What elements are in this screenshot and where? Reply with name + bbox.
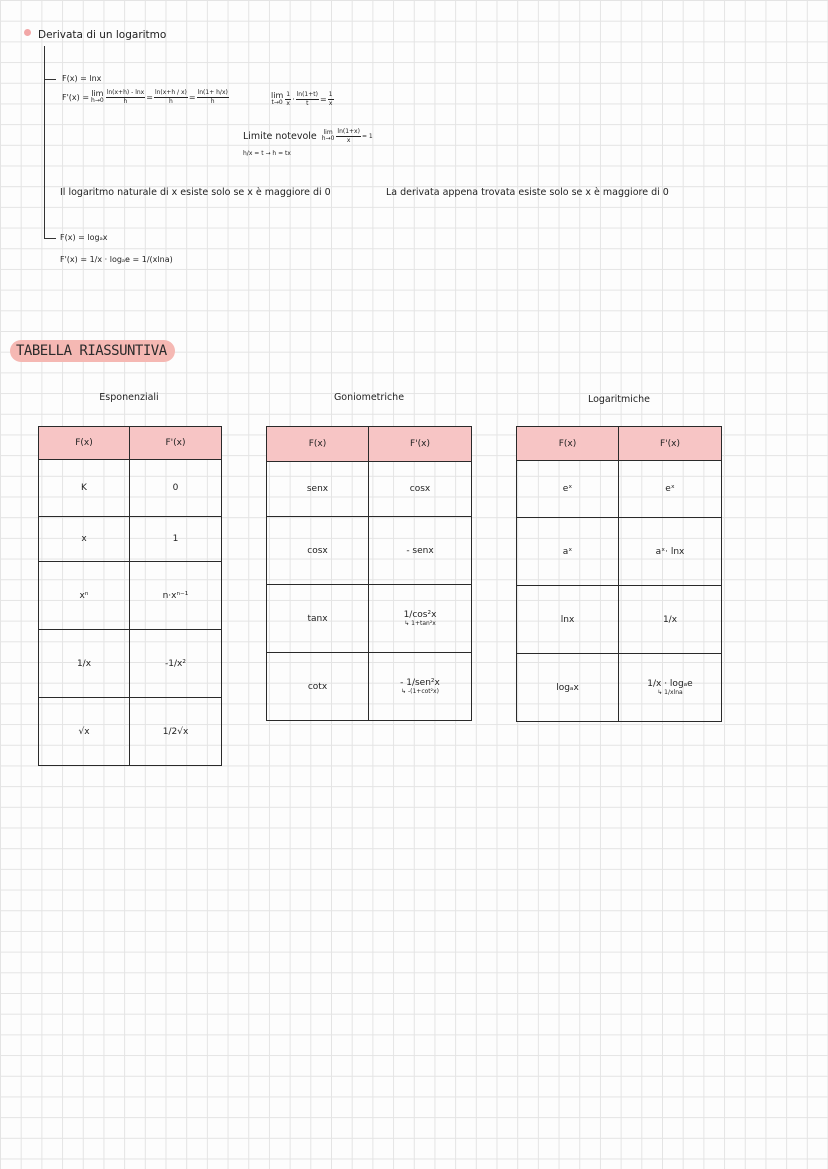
fprime-label: F'(x) = xyxy=(62,92,90,102)
fraction-1: $\frac{\ln(x+h) - \ln x}{h}$ xyxy=(106,88,145,105)
table-row xyxy=(517,461,722,518)
cell-fx: lnx xyxy=(517,586,619,654)
cell-fprime xyxy=(369,653,472,721)
derivation-line2: F'(x) = lim h→0 $\frac{\ln(x+h) - \ln x}{h}$ = $\frac{\ln(x+h / x)}{h}$ = $\frac{\ln(1+ h/x)}{h}$ xyxy=(62,88,228,105)
cell-fx: logₐx xyxy=(517,654,619,722)
derivation-limit2: lim t→0 $\frac{1}{x}$ · $\frac{\ln(1+t)}{t}$ = $\frac{1}{x}$ xyxy=(271,90,333,107)
cell-fprime: aˣ· lnx xyxy=(619,518,722,586)
cell-fx: K xyxy=(39,460,130,517)
caption-esponenziali: Esponenziali xyxy=(99,392,159,403)
lim-block: lim h→0 xyxy=(91,89,104,104)
cell-fx: aˣ xyxy=(517,518,619,586)
cell-fprime-note: ↳ 1/xlna xyxy=(657,689,683,696)
cell-fprime: 1/2√x xyxy=(130,698,222,766)
cell-fx: cotx xyxy=(267,653,369,721)
lim2-block: lim t→0 xyxy=(271,91,284,106)
table-esponenziali xyxy=(38,426,222,766)
header-fprime: F'(x) xyxy=(130,427,222,460)
table-header-row xyxy=(517,427,722,461)
table-row xyxy=(267,517,472,585)
cell-fprime: 0 xyxy=(130,460,222,517)
summary-title: TABELLA RIASSUNTIVA xyxy=(10,340,175,362)
loga-line1: F(x) = logₐx xyxy=(60,233,108,242)
cell-fx: x xyxy=(39,517,130,562)
caption-logaritmiche: Logaritmiche xyxy=(587,394,651,405)
header-fx: F(x) xyxy=(517,427,619,461)
fraction-5: $\frac{\ln(1+t)}{t}$ xyxy=(296,90,318,107)
table-row xyxy=(39,460,222,517)
section-heading: Derivata di un logaritmo xyxy=(38,29,167,41)
sentence-right: La derivata appena trovata esiste solo se x è maggiore di 0 xyxy=(386,187,669,198)
table-row xyxy=(517,518,722,586)
table-row xyxy=(39,698,222,766)
cell-fx: 1/x xyxy=(39,630,130,698)
cell-fprime-note: ↳ 1+tan²x xyxy=(404,620,436,627)
tree-line xyxy=(44,46,45,238)
table-logaritmiche xyxy=(516,426,722,722)
cell-fprime: 1 xyxy=(130,517,222,562)
cell-fprime xyxy=(619,654,722,722)
table-row xyxy=(267,653,472,721)
table-row xyxy=(39,630,222,698)
fraction-6: $\frac{1}{x}$ xyxy=(328,90,333,107)
cell-fprime xyxy=(369,585,472,653)
header-fx: F(x) xyxy=(267,427,369,462)
fraction-7: $\frac{\ln(1+x)}{x}$ xyxy=(337,127,360,144)
cell-fprime: 1/x xyxy=(619,586,722,654)
table-header-row xyxy=(267,427,472,462)
cell-fx: senx xyxy=(267,462,369,517)
tree-branch xyxy=(44,79,56,80)
cell-fprime-main: 1/x · logₐe xyxy=(647,679,693,689)
cell-fprime: eˣ xyxy=(619,461,722,518)
cell-fx: cosx xyxy=(267,517,369,585)
table-row xyxy=(39,517,222,562)
table-row xyxy=(517,586,722,654)
cell-fx: tanx xyxy=(267,585,369,653)
fraction-2: $\frac{\ln(x+h / x)}{h}$ xyxy=(154,88,187,105)
cell-fprime-main: 1/cos²x xyxy=(403,610,437,620)
header-fprime: F'(x) xyxy=(369,427,472,462)
cell-fprime: -1/x² xyxy=(130,630,222,698)
derivation-line1: F(x) = lnx xyxy=(62,74,102,83)
table-row xyxy=(267,462,472,517)
cell-fprime: - senx xyxy=(369,517,472,585)
fraction-3: $\frac{\ln(1+ h/x)}{h}$ xyxy=(197,88,228,105)
header-fx: F(x) xyxy=(39,427,130,460)
loga-line2: F'(x) = 1/x · logₐe = 1/(xlna) xyxy=(60,255,173,264)
table-row xyxy=(517,654,722,722)
table-header-row xyxy=(39,427,222,460)
cell-fprime-main: - 1/sen²x xyxy=(400,678,440,688)
cell-fprime-note: ↳ -(1+cot²x) xyxy=(401,688,439,695)
table-goniometriche xyxy=(266,426,472,721)
sentence-left: Il logaritmo naturale di x esiste solo se x è maggiore di 0 xyxy=(60,187,331,198)
bullet-dot xyxy=(24,29,31,36)
cell-fx: √x xyxy=(39,698,130,766)
limite-notevole: Limite notevole lim h→0 $\frac{\ln(1+x)}{x}$ = 1 xyxy=(243,127,373,144)
lim3-block: lim h→0 xyxy=(321,129,335,142)
cell-fx: xⁿ xyxy=(39,562,130,630)
table-row xyxy=(39,562,222,630)
fraction-4: $\frac{1}{x}$ xyxy=(286,90,291,107)
cell-fprime: n·xⁿ⁻¹ xyxy=(130,562,222,630)
cell-fprime: cosx xyxy=(369,462,472,517)
table-row xyxy=(267,585,472,653)
tree-branch xyxy=(44,238,56,239)
header-fprime: F'(x) xyxy=(619,427,722,461)
cell-fx: eˣ xyxy=(517,461,619,518)
substitution: h/x = t → h = tx xyxy=(243,150,291,157)
caption-goniometriche: Goniometriche xyxy=(333,392,405,403)
